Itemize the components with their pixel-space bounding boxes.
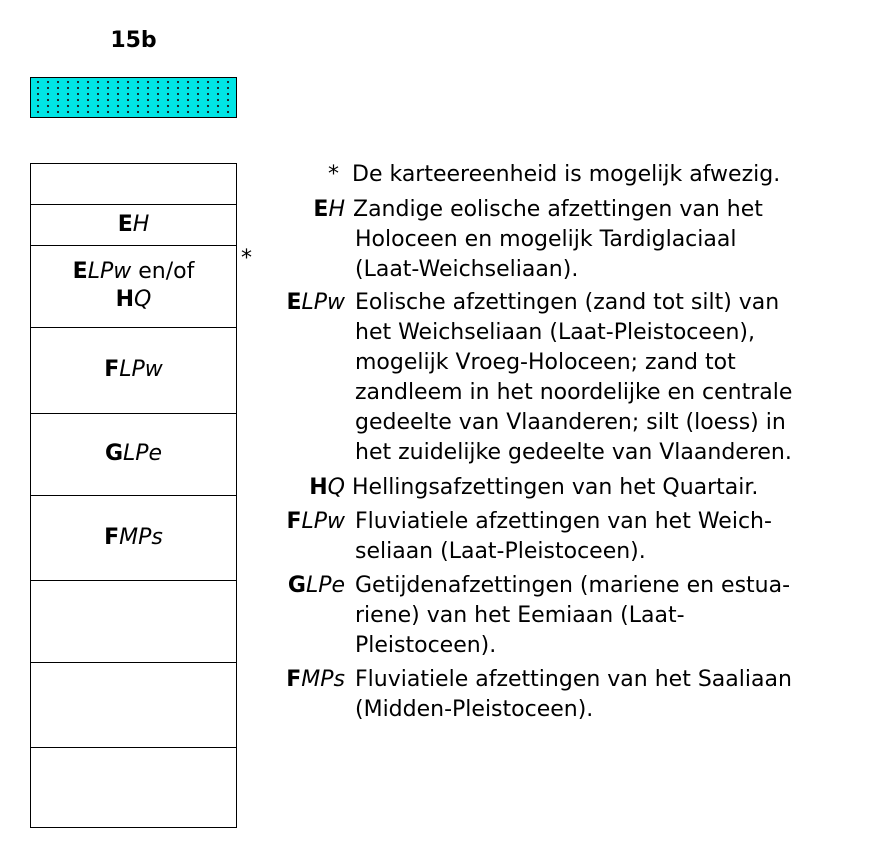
layer-label: FMPs bbox=[104, 524, 163, 550]
section-title: 15b bbox=[110, 28, 157, 53]
legend-desc: Hellingsafzettingen van het Quartair. bbox=[352, 475, 759, 500]
layer-label-2: HQ bbox=[115, 287, 152, 312]
layer-label: GLPe bbox=[104, 441, 163, 466]
layer-label: FLPw bbox=[104, 357, 163, 382]
layer-9 bbox=[31, 747, 236, 827]
surface-pattern-swatch bbox=[30, 77, 237, 118]
note-marker: * bbox=[328, 162, 339, 187]
note-text: De karteereenheid is mogelijk afwezig. bbox=[352, 162, 781, 187]
legend-code: ELPw bbox=[286, 290, 345, 315]
legend-desc: Fluviatiele afzettingen van het Saaliaan (Midden-Pleistoceen). bbox=[355, 667, 792, 722]
legend-code: FLPw bbox=[286, 509, 345, 534]
legend-code: FMPs bbox=[286, 667, 345, 692]
legend-code: HQ bbox=[309, 475, 345, 500]
layer-label: ELPw en/of bbox=[72, 259, 195, 284]
layer-4 bbox=[31, 327, 236, 414]
legend-code: EH bbox=[313, 197, 345, 222]
legend-desc: Getijdenafzettingen (mariene en estua- riene) van het Eemiaan (Laat- Pleistoceen). bbox=[355, 573, 791, 658]
absent-marker: * bbox=[241, 246, 252, 271]
legend-code: GLPe bbox=[287, 573, 345, 598]
legend-desc: Eolische afzettingen (zand tot silt) van het Weichseliaan (Laat-Pleistoceen), mogelijk Vroeg-Holoceen; zand tot zandleem in het noordelijke en centrale gedeelte van Vlaanderen; silt (loess) in het zuidelijke gedeelte van Vlaanderen. bbox=[355, 290, 793, 465]
layer-label: EH bbox=[117, 211, 150, 237]
legend-desc: Zandige eolische afzettingen van het Holoceen en mogelijk Tardiglaciaal (Laat-Weichseliaan). bbox=[353, 197, 763, 282]
legend-desc: Fluviatiele afzettingen van het Weich- seliaan (Laat-Pleistoceen). bbox=[355, 509, 772, 564]
